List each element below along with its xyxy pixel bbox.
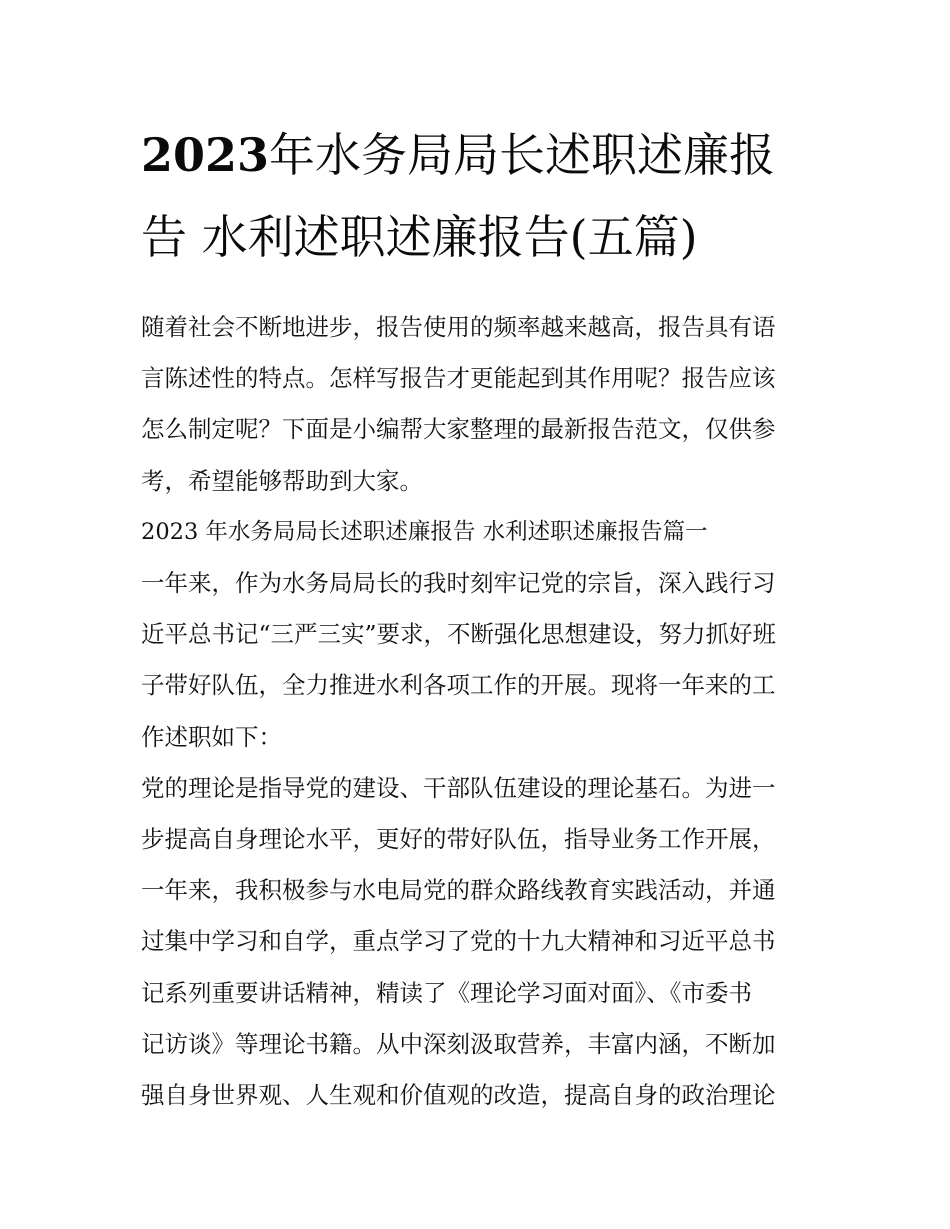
intro-paragraph bbox=[141, 302, 813, 507]
paragraph-line: 近平总书记“三严三实”要求，不断强化思想建设，努力抓好班 bbox=[141, 620, 777, 649]
intro-line: 言陈述性的特点。怎样写报告才更能起到其作用呢？报告应该 bbox=[141, 364, 776, 393]
title-line-1-rest: 年水务局局长述职述廉报 bbox=[269, 128, 776, 182]
paragraph-1 bbox=[141, 558, 813, 763]
intro-line: 随着社会不断地进步，报告使用的频率越来越高，报告具有语 bbox=[141, 313, 776, 341]
title-line-1 bbox=[141, 128, 775, 182]
title-line-2: 告 水利述职述廉报告(五篇) bbox=[141, 210, 698, 264]
paragraph-line: 过集中学习和自学，重点学习了党的十九大精神和习近平总书 bbox=[141, 927, 776, 956]
paragraph-line: 子带好队伍，全力推进水利各项工作的开展。现将一年来的工 bbox=[141, 671, 776, 700]
document-content bbox=[141, 114, 813, 1121]
paragraph-line: 记访谈》等理论书籍。从中深刻汲取营养，丰富内涵，不断加 bbox=[141, 1029, 776, 1058]
paragraph-line: 一年来，我积极参与水电局党的群众路线教育实践活动，并通 bbox=[141, 876, 776, 905]
document-title bbox=[141, 114, 813, 278]
section-heading: 2023 年水务局局长述职述廉报告 水利述职述廉报告篇一 bbox=[141, 518, 708, 545]
paragraph-line: 一年来，作为水务局局长的我时刻牢记党的宗旨，深入践行习 bbox=[141, 569, 776, 598]
paragraph-line: 作述职如下： bbox=[141, 722, 282, 751]
paragraph-line: 记系列重要讲话精神，精读了《理论学习面对面》、《市委书 bbox=[141, 978, 752, 1007]
title-year: 2023 bbox=[141, 128, 270, 182]
intro-line: 考，希望能够帮助到大家。 bbox=[141, 466, 423, 495]
paragraph-2 bbox=[141, 763, 813, 1121]
intro-line: 怎么制定呢？下面是小编帮大家整理的最新报告范文，仅供参 bbox=[141, 415, 776, 444]
paragraph-line: 强自身世界观、人生观和价值观的改造，提高自身的政治理论 bbox=[141, 1081, 776, 1110]
paragraph-line: 步提高自身理论水平，更好的带好队伍，指导业务工作开展， bbox=[141, 825, 776, 854]
paragraph-line: 党的理论是指导党的建设、干部队伍建设的理论基石。为进一 bbox=[141, 773, 776, 802]
